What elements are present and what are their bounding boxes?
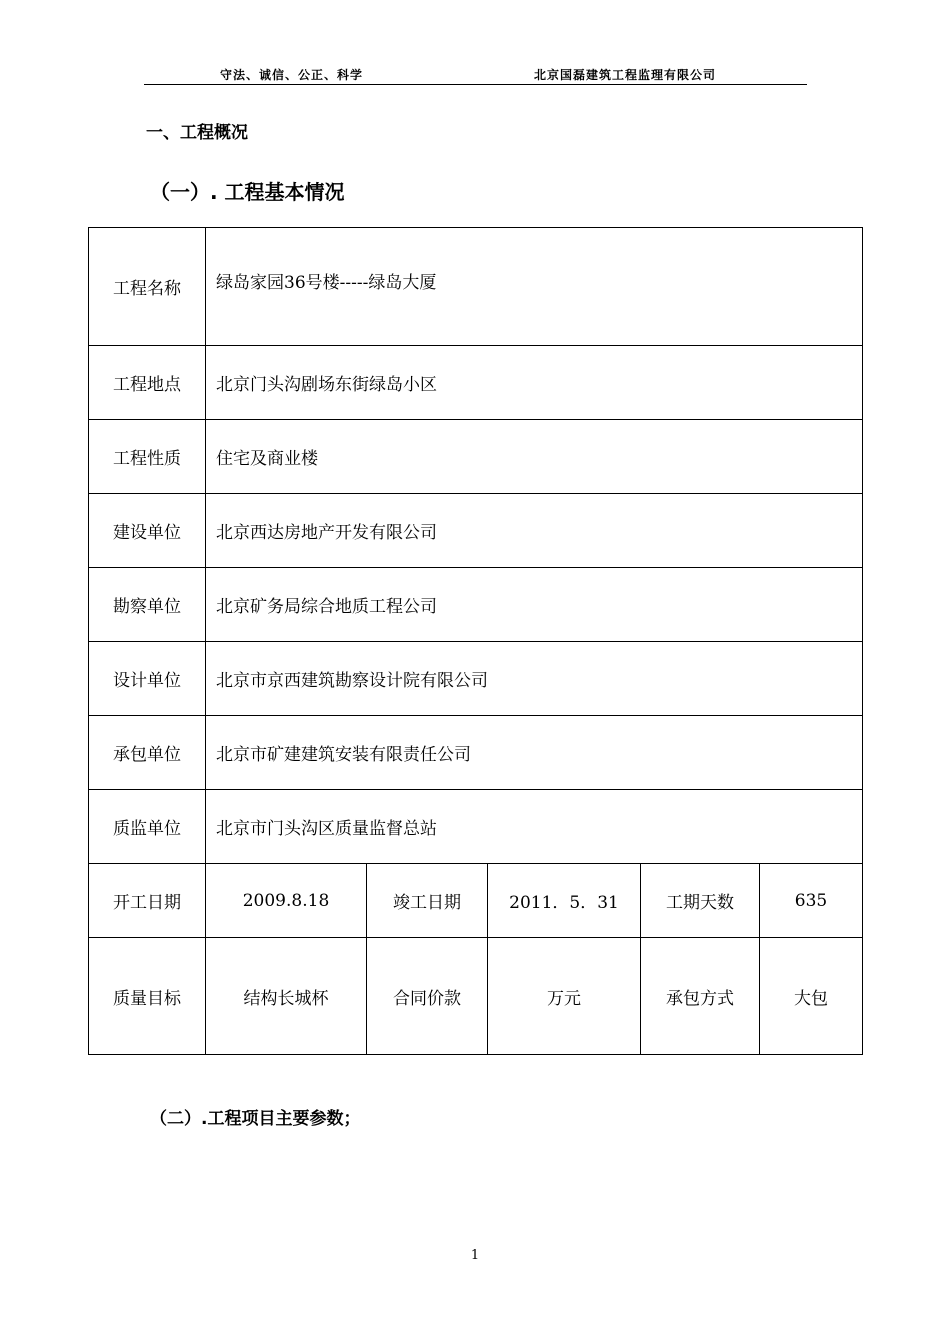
header-company: 北京国磊建筑工程监理有限公司 [534, 68, 717, 82]
row-value: 绿岛家园36号楼-----绿岛大厦 [206, 228, 863, 346]
table-row [89, 228, 863, 346]
row-label: 勘察单位 [89, 568, 206, 642]
table-row-dates [89, 864, 863, 938]
contract-mode-label: 承包方式 [641, 938, 760, 1055]
row-value: 北京矿务局综合地质工程公司 [206, 568, 863, 642]
table-row [89, 420, 863, 494]
section-title: 一、工程概况 [146, 123, 248, 143]
project-info-table [88, 227, 863, 1055]
start-date-value: 2009.8.18 [206, 864, 367, 938]
table-row [89, 346, 863, 420]
quality-goal-label: 质量目标 [89, 938, 206, 1055]
duration-value: 635 [760, 864, 863, 938]
table-row [89, 642, 863, 716]
row-label: 工程性质 [89, 420, 206, 494]
row-value: 北京市矿建建筑安装有限责任公司 [206, 716, 863, 790]
row-label: 工程名称 [89, 228, 206, 346]
row-label: 建设单位 [89, 494, 206, 568]
row-value: 北京门头沟剧场东街绿岛小区 [206, 346, 863, 420]
table-row [89, 494, 863, 568]
row-value: 北京市门头沟区质量监督总站 [206, 790, 863, 864]
quality-goal-value: 结构长城杯 [206, 938, 367, 1055]
end-date-label: 竣工日期 [367, 864, 488, 938]
header-motto: 守法、诚信、公正、科学 [220, 68, 364, 82]
row-label: 工程地点 [89, 346, 206, 420]
duration-label: 工期天数 [641, 864, 760, 938]
end-date-value: 2011．5．31 [488, 864, 641, 938]
row-value: 北京市京西建筑勘察设计院有限公司 [206, 642, 863, 716]
contract-price-value: 万元 [488, 938, 641, 1055]
contract-price-label: 合同价款 [367, 938, 488, 1055]
page-header [144, 66, 807, 85]
row-label: 质监单位 [89, 790, 206, 864]
table-row [89, 790, 863, 864]
start-date-label: 开工日期 [89, 864, 206, 938]
table-row-quality [89, 938, 863, 1055]
row-label: 承包单位 [89, 716, 206, 790]
row-value: 北京西达房地产开发有限公司 [206, 494, 863, 568]
row-label: 设计单位 [89, 642, 206, 716]
row-value: 住宅及商业楼 [206, 420, 863, 494]
table-row [89, 716, 863, 790]
page-number: 1 [470, 1248, 480, 1263]
subsection-title: （一）. 工程基本情况 [150, 180, 345, 204]
contract-mode-value: 大包 [760, 938, 863, 1055]
subsection-title-2: （二）.工程项目主要参数； [150, 1109, 361, 1129]
table-row [89, 568, 863, 642]
